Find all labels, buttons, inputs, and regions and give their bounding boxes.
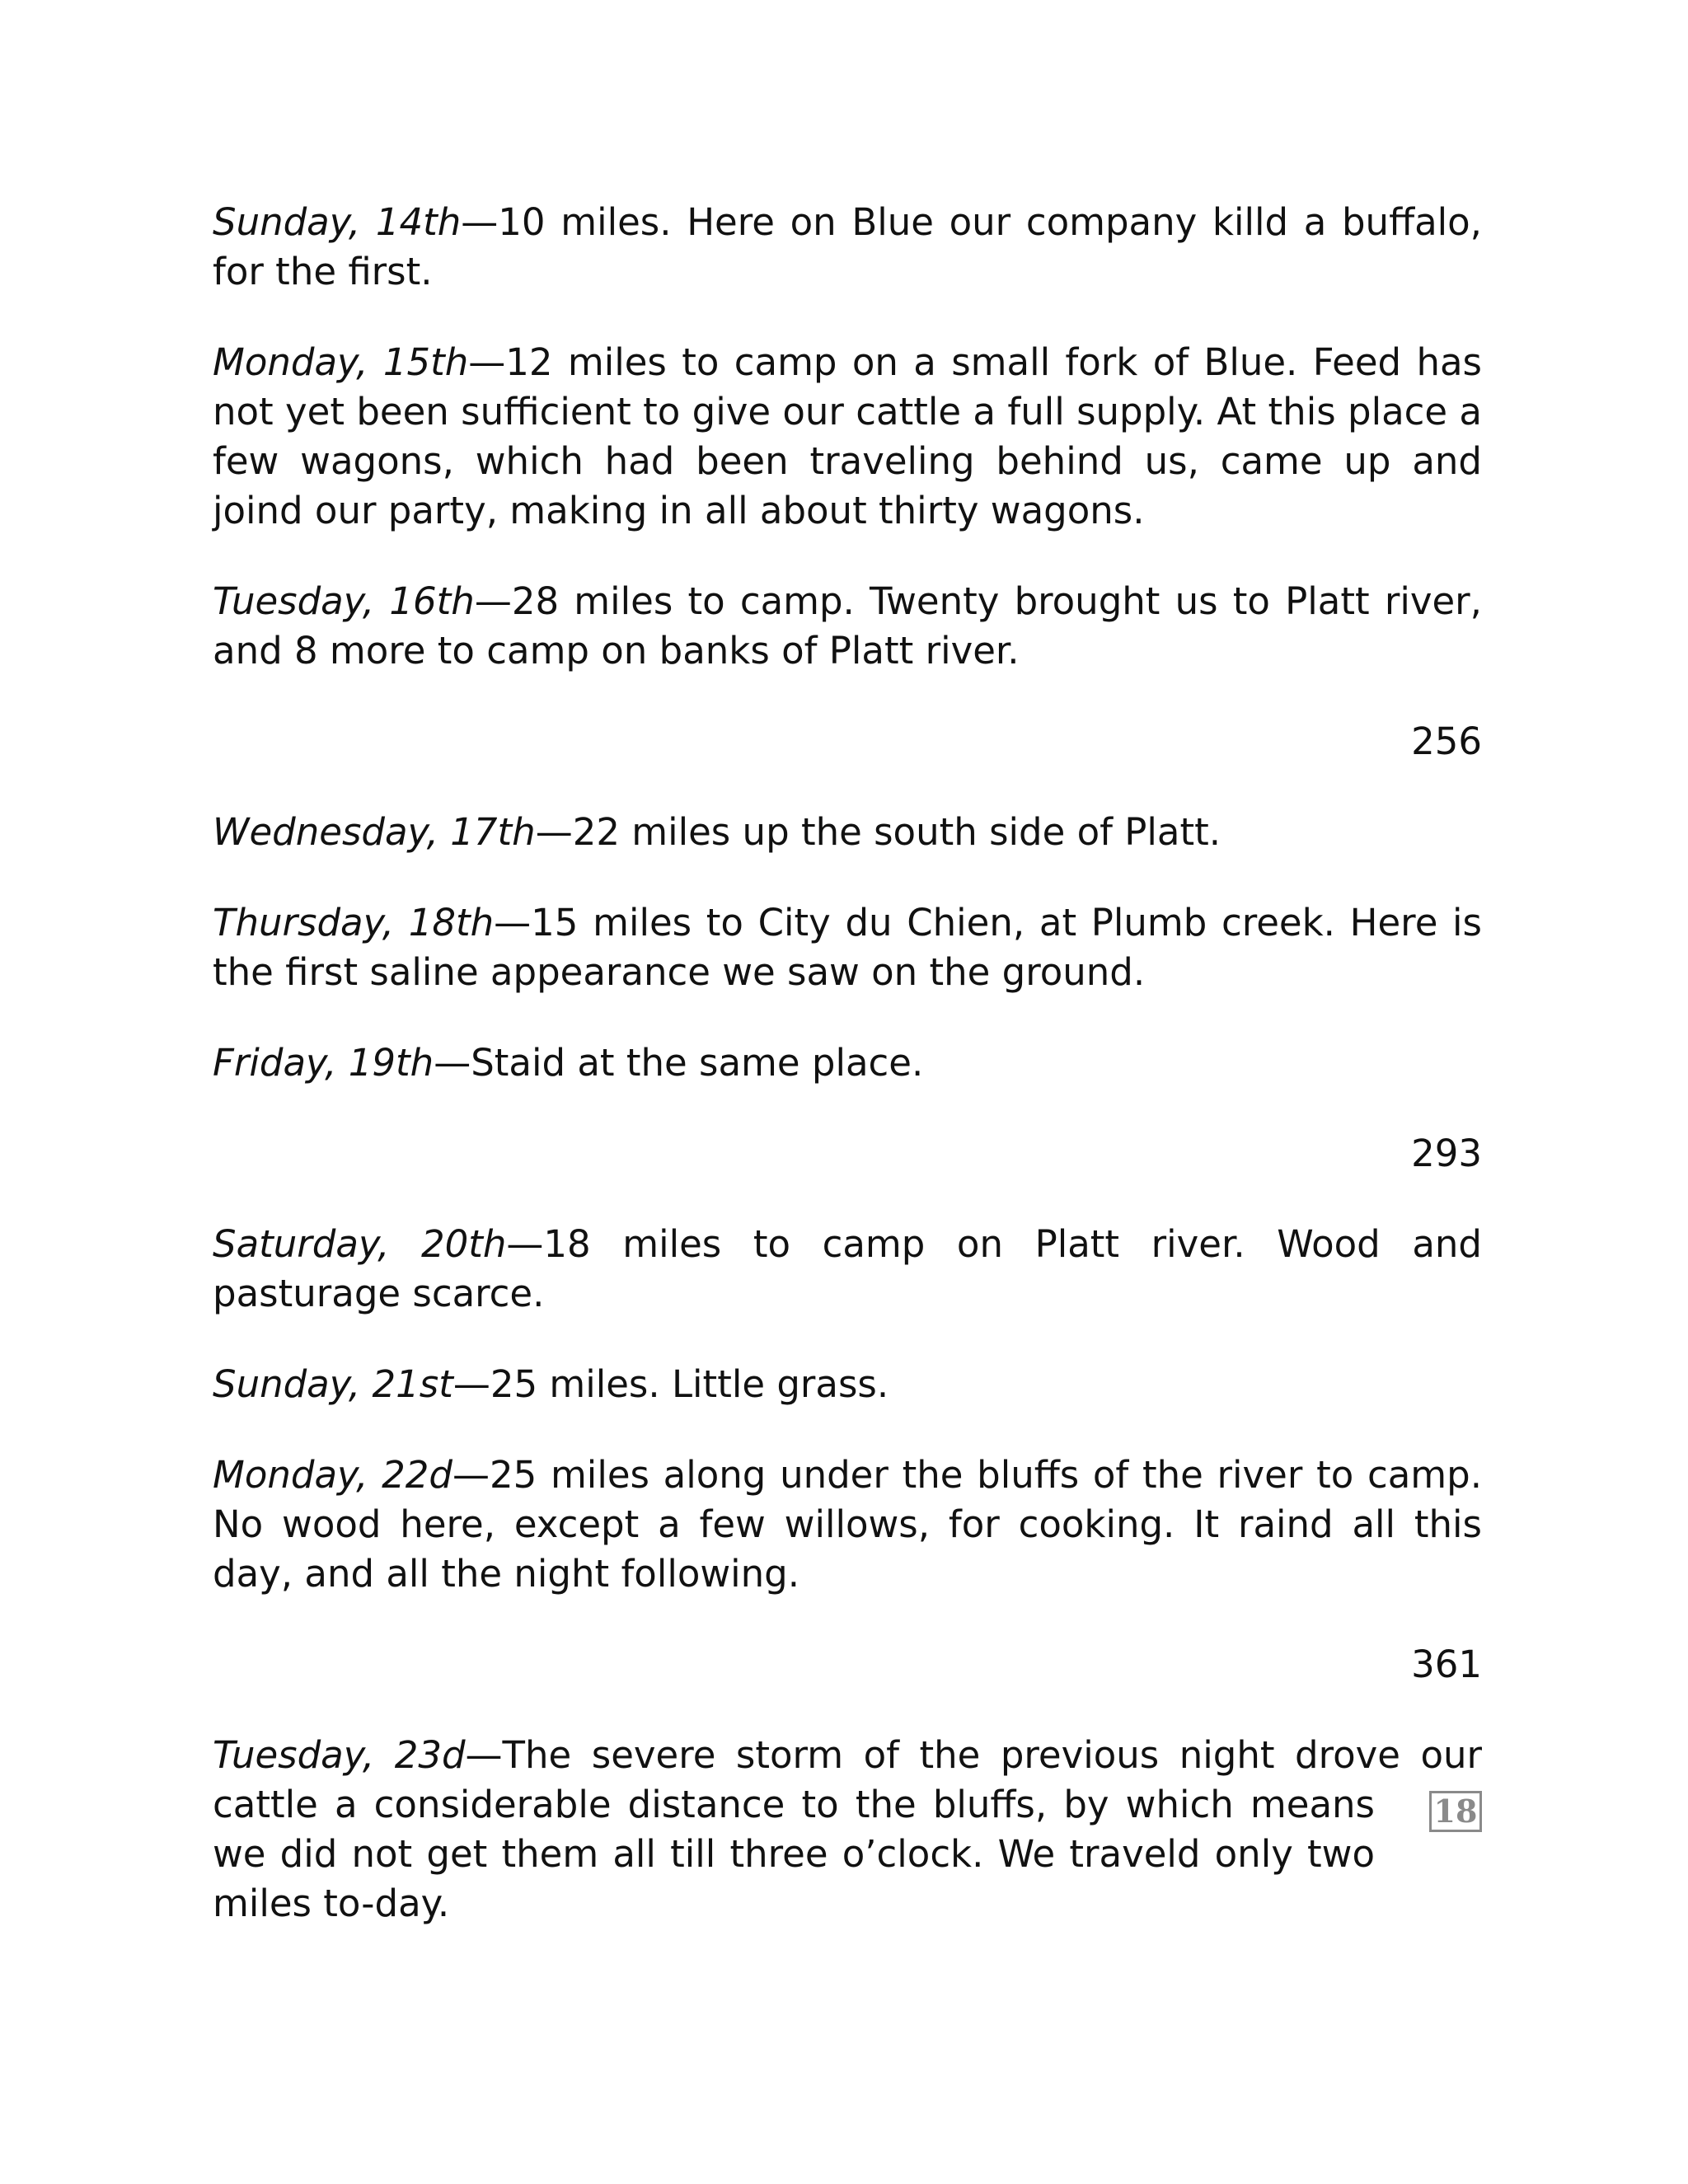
journal-entry (213, 1731, 1482, 1929)
journal-entry (213, 1038, 1482, 1088)
entry-text: —Staid at the same place. (434, 1041, 924, 1085)
entry-date: Saturday, 20th (213, 1222, 507, 1266)
mileage-total: 361 (1411, 1643, 1482, 1686)
entry-date: Monday, 22d (213, 1453, 452, 1497)
mileage-total: 256 (1411, 719, 1482, 763)
entry-text: —The severe storm of the previous night drove our (465, 1733, 1482, 1777)
mileage-total: 293 (1411, 1132, 1482, 1175)
journal-entry (213, 1360, 1482, 1409)
entry-text: —25 miles. Little grass. (452, 1362, 889, 1406)
entry-text: —18 miles to camp on Platt river. Wood and pasturage scarce. (213, 1222, 1482, 1315)
entry-date: Monday, 15th (213, 340, 469, 384)
entry-first-line (213, 1731, 1482, 1780)
journal-entry (213, 808, 1482, 857)
journal-entry (213, 198, 1482, 297)
journal-entry (213, 577, 1482, 676)
entry-date: Sunday, 14th (213, 200, 462, 244)
journal-entry (213, 898, 1482, 997)
entry-text: —15 miles to City du Chien, at Plumb creek. Here is the first saline appearance we saw on the ground. (213, 901, 1483, 994)
journal-entry (213, 338, 1482, 536)
entry-text: —12 miles to camp on a small fork of Blue. Feed has not yet been sufficient to give our cattle a full supply. At this place a few wagons, which had been traveling behind us, came up and joind our party, making in all about thirty wagons. (213, 340, 1482, 532)
entry-date: Tuesday, 23d (213, 1733, 466, 1777)
entry-date: Wednesday, 17th (213, 810, 536, 854)
entry-date: Thursday, 18th (213, 901, 495, 944)
journal-entry (213, 1220, 1482, 1319)
entry-text: —25 miles along under the bluffs of the river to camp. No wood here, except a few willows, for cooking. It raind all this day, and all the night following. (213, 1453, 1482, 1596)
entry-text-continued: cattle a considerable distance to the bluffs, by which means we did not get them all till three o’clock. We traveld only two miles to-day. (213, 1783, 1375, 1925)
journal-page (213, 198, 1482, 1929)
entry-text: —28 miles to camp. Twenty brought us to Platt river, and 8 more to camp on banks of Platt river. (213, 579, 1482, 673)
journal-entry (213, 1451, 1482, 1599)
entry-date: Friday, 19th (213, 1041, 434, 1085)
entry-text: —10 miles. Here on Blue our company killd a buffalo, for the first. (213, 200, 1482, 293)
page-number-badge: 18 (1429, 1791, 1482, 1832)
entry-date: Tuesday, 16th (213, 579, 475, 623)
entry-date: Sunday, 21st (213, 1362, 453, 1406)
entry-text: —22 miles up the south side of Platt. (535, 810, 1221, 854)
